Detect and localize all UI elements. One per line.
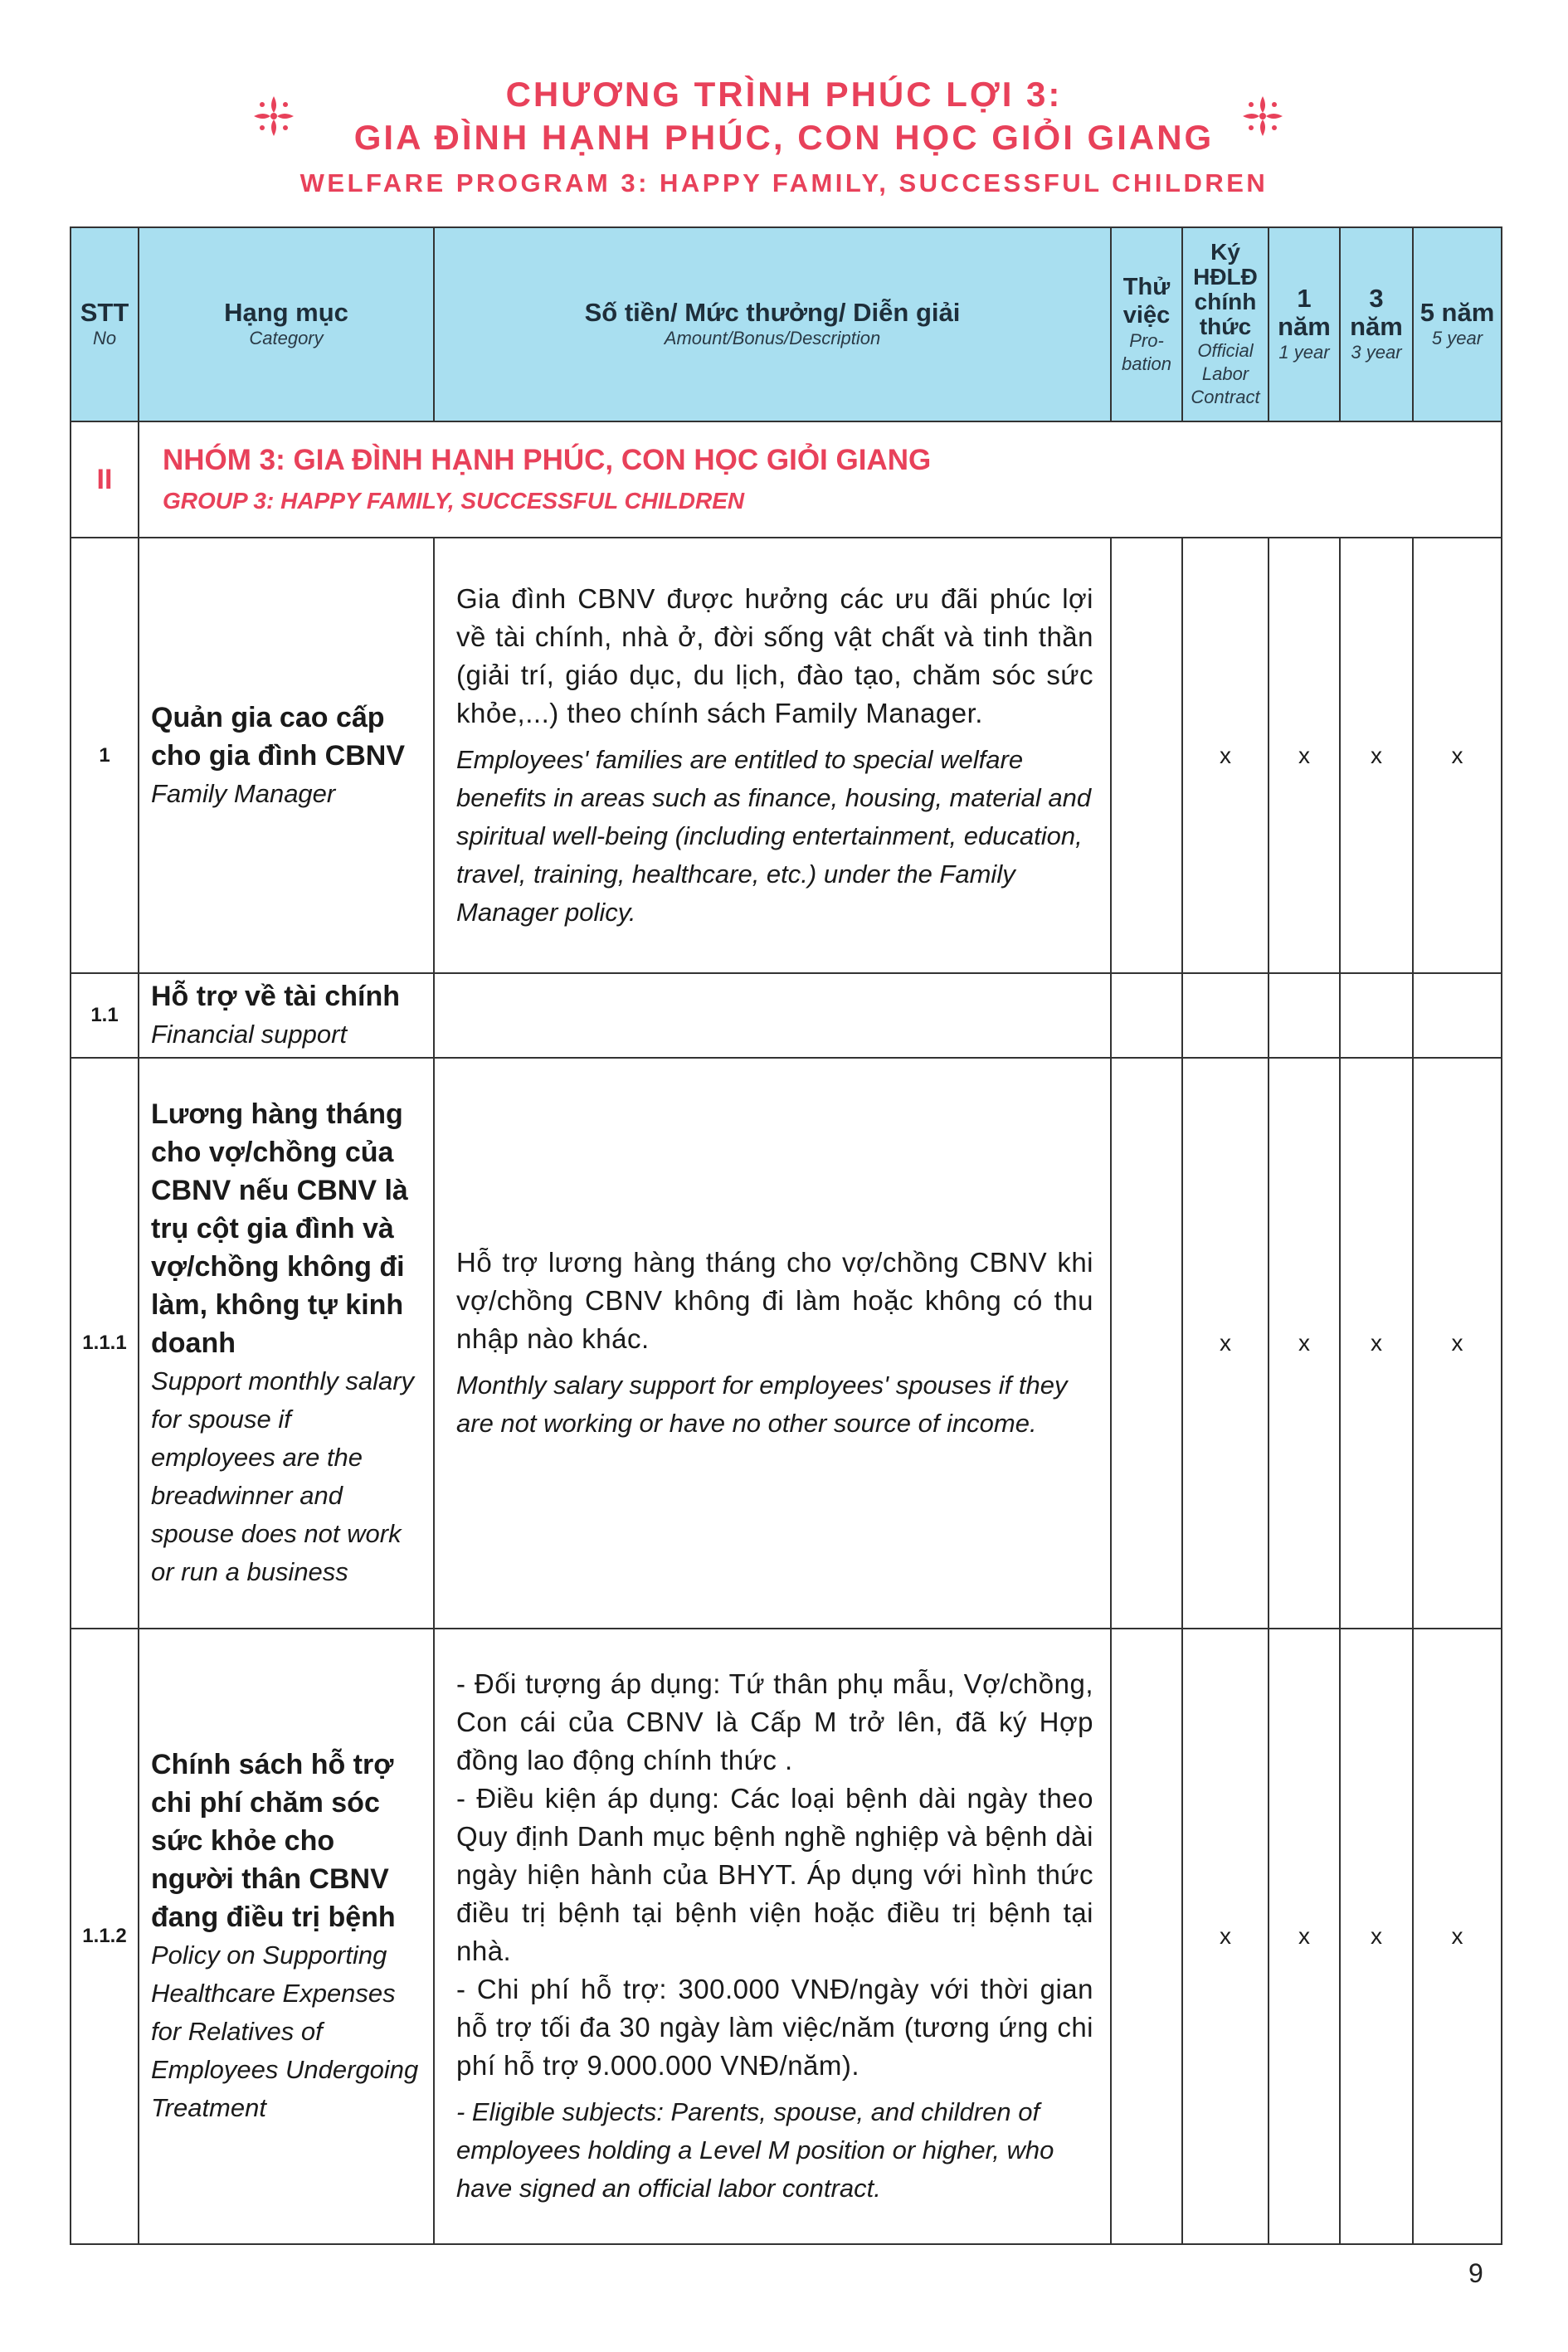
category-vi: Quản gia cao cấp cho gia đình CBNV [151, 701, 405, 772]
mark-official: x [1182, 1629, 1269, 2244]
table-row [71, 973, 1502, 1058]
mark-5-year: x [1413, 1629, 1502, 2244]
row-category [139, 1058, 434, 1629]
welfare-table [70, 226, 1502, 2245]
program-title-line2: GIA ĐÌNH HẠNH PHÚC, CON HỌC GIỎI GIANG [353, 118, 1215, 157]
mark-3-year: x [1340, 1629, 1413, 2244]
category-vi: Chính sách hỗ trợ chi phí chăm sóc sức khỏe cho người thân CBNV đang điều trị bệnh [151, 1749, 396, 1933]
mark-official: x [1182, 538, 1269, 973]
mark-3-year: x [1340, 1058, 1413, 1629]
description-vi: Hỗ trợ lương hàng tháng cho vợ/chồng CBNV khi vợ/chồng CBNV không đi làm hoặc không có thu nhập nào khác. [456, 1247, 1093, 1354]
row-description [434, 1058, 1111, 1629]
row-number: 1.1.2 [71, 1629, 139, 2244]
mark-3-year: x [1340, 538, 1413, 973]
description-en: Monthly salary support for employees' spouses if they are not working or have no other source of income. [456, 1371, 1068, 1438]
col-header-1-year: 1 năm 1 year [1269, 227, 1340, 421]
category-en: Policy on Supporting Healthcare Expenses for Relatives of Employees Undergoing Treatment [151, 1941, 419, 2122]
fleur-ornament-icon [1238, 91, 1288, 141]
mark-probation [1111, 973, 1182, 1058]
table-header-row [71, 227, 1502, 421]
col-header-3-year: 3 năm 3 year [1340, 227, 1413, 421]
page-header [0, 73, 1568, 202]
group-number: II [71, 421, 139, 538]
row-number: 1.1.1 [71, 1058, 139, 1629]
program-title-english: WELFARE PROGRAM 3: HAPPY FAMILY, SUCCESSFUL CHILDREN [299, 168, 1269, 197]
category-en: Family Manager [151, 778, 336, 808]
col-header-category: Hạng mục Category [139, 227, 434, 421]
mark-5-year [1413, 973, 1502, 1058]
description-vi: Gia đình CBNV được hưởng các ưu đãi phúc lợi về tài chính, nhà ở, đời sống vật chất và tinh thần (giải trí, giáo dục, du lịch, đào tạo, chăm sóc sức khỏe,...) theo chính sách Family Manager. [456, 582, 1093, 728]
mark-3-year [1340, 973, 1413, 1058]
description-en: - Eligible subjects: Parents, spouse, and children of employees holding a Level M position or higher, who have signed an official labor contract. [456, 2097, 1054, 2203]
mark-5-year: x [1413, 1058, 1502, 1629]
mark-official: x [1182, 1058, 1269, 1629]
col-header-5-year: 5 năm 5 year [1413, 227, 1502, 421]
mark-probation [1111, 1629, 1182, 2244]
row-number: 1.1 [71, 973, 139, 1058]
row-description [434, 1629, 1111, 2244]
group-title [139, 421, 1502, 538]
description-en: Employees' families are entitled to special welfare benefits in areas such as finance, housing, material and spiritual well-being (including entertainment, education, travel, training, healthcare, etc.) under the Family Manager policy. [456, 744, 1092, 927]
row-category [139, 973, 434, 1058]
mark-1-year: x [1269, 1058, 1340, 1629]
category-en: Support monthly salary for spouse if employees are the breadwinner and spouse does not work or run a business [151, 1366, 415, 1586]
row-number: 1 [71, 538, 139, 973]
mark-1-year: x [1269, 538, 1340, 973]
description-vi: - Đối tượng áp dụng: Tứ thân phụ mẫu, Vợ/chồng, Con cái của CBNV là Cấp M trở lên, đã ký Hợp đồng lao động chính thức . - Điều kiện áp dụng: Các loại bệnh dài ngày theo Quy định Danh mục bệnh nghề nghiệp và bệnh dài ngày hiện hành của BHYT. Áp dụng với hình thức điều trị bệnh tại bệnh viện hoặc điều trị bệnh tại nhà. - Chi phí hỗ trợ: 300.000 VNĐ/ngày với thời gian hỗ trợ tối đa 30 ngày làm việc/năm (tương ứng chi phí hỗ trợ 9.000.000 VNĐ/năm). [456, 1668, 1093, 2081]
program-title-line1: CHƯƠNG TRÌNH PHÚC LỢI 3: [505, 75, 1063, 114]
row-description [434, 973, 1111, 1058]
mark-official [1182, 973, 1269, 1058]
category-en: Financial support [151, 1020, 348, 1049]
group-title-en: GROUP 3: HAPPY FAMILY, SUCCESSFUL CHILDREN [163, 488, 745, 514]
category-vi: Lương hàng tháng cho vợ/chồng của CBNV nếu CBNV là trụ cột gia đình và vợ/chồng không đi làm, không tự kinh doanh [151, 1098, 408, 1359]
group-title-vi: NHÓM 3: GIA ĐÌNH HẠNH PHÚC, CON HỌC GIỎI GIANG [163, 444, 932, 476]
row-description [434, 538, 1111, 973]
col-header-official: Ký HĐLĐ chính thức Official Labor Contract [1182, 227, 1269, 421]
col-header-description: Số tiền/ Mức thưởng/ Diễn giải Amount/Bonus/Description [434, 227, 1111, 421]
mark-probation [1111, 538, 1182, 973]
mark-5-year: x [1413, 538, 1502, 973]
table-row [71, 538, 1502, 973]
table-row [71, 1629, 1502, 2244]
fleur-ornament-icon [249, 91, 299, 141]
group-row [71, 421, 1502, 538]
mark-1-year [1269, 973, 1340, 1058]
category-vi: Hỗ trợ về tài chính [151, 981, 400, 1012]
row-category [139, 538, 434, 973]
mark-1-year: x [1269, 1629, 1340, 2244]
table-row [71, 1058, 1502, 1629]
col-header-probation: Thử việc Pro-bation [1111, 227, 1182, 421]
mark-probation [1111, 1058, 1182, 1629]
row-category [139, 1629, 434, 2244]
col-header-no: STT No [71, 227, 139, 421]
page-number: 9 [1468, 2258, 1483, 2288]
